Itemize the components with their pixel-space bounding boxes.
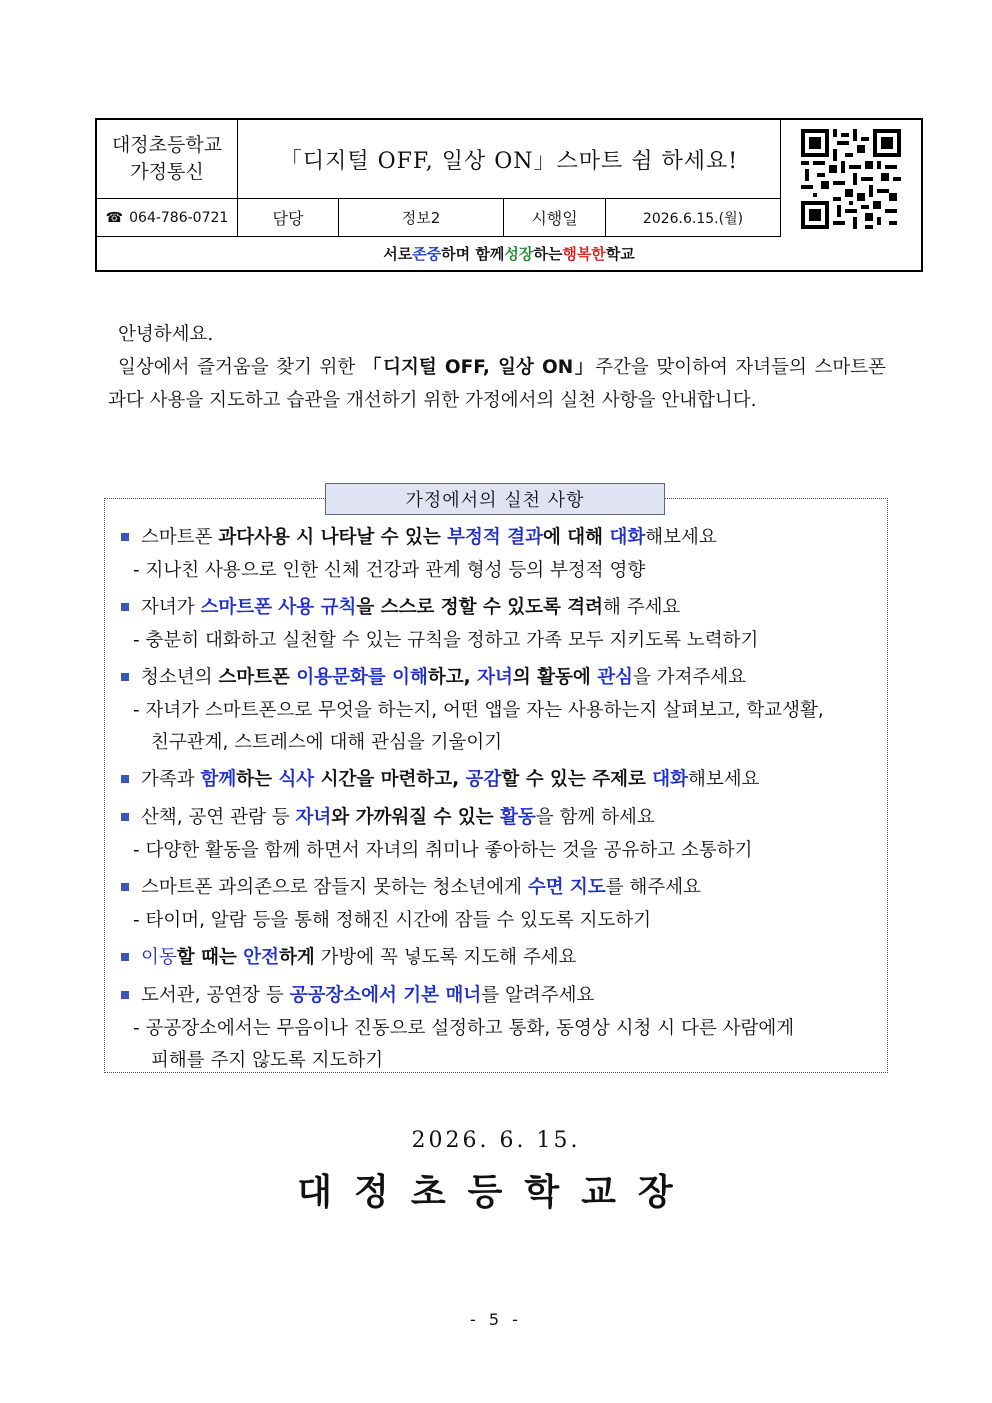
- school-name-cell: [97, 120, 238, 199]
- phone-cell: [97, 199, 238, 237]
- issue-date: 2026.6.15.(월): [606, 199, 781, 237]
- person-in-charge: 정보2: [339, 199, 504, 237]
- principal-signature: 대정초등학교장: [297, 1171, 695, 1213]
- signing-date: 2026. 6. 15.: [411, 1128, 581, 1153]
- list-item-detail: - 자녀가 스마트폰으로 무엇을 하는지, 어떤 앱을 자는 사용하는지 살펴보고, 학교생활,: [133, 700, 824, 721]
- motto-growth: 성장: [504, 245, 534, 263]
- list-item-detail: - 타이머, 알람 등을 통해 정해진 시간에 잠들 수 있도록 지도하기: [133, 910, 652, 931]
- newsletter-type: 가정통신: [130, 161, 204, 183]
- phone-icon: ☎: [105, 209, 124, 226]
- school-motto: [97, 237, 921, 270]
- motto-respect: 존중: [412, 245, 442, 263]
- list-item-detail: - 공공장소에서는 무음이나 진동으로 설정하고 통화, 동영상 시청 시 다른 사람에게: [133, 1018, 795, 1039]
- bullet-icon: [121, 813, 129, 821]
- date-label: 시행일: [504, 199, 606, 237]
- list-item: 자녀가 스마트폰 사용 규칙을 스스로 정할 수 있도록 격려해 주세요: [117, 591, 877, 625]
- practice-list: [117, 521, 877, 1081]
- motto-text: 하며 함께: [441, 245, 505, 263]
- campaign-name: 「디지털 OFF, 일상 ON」: [362, 357, 596, 378]
- intro-paragraph: [108, 351, 886, 417]
- intro-section: [108, 318, 886, 417]
- motto-happy: 행복한: [562, 245, 606, 263]
- bullet-icon: [121, 883, 129, 891]
- intro-text: 일상에서 즐거움을 찾기 위한: [118, 357, 363, 378]
- practice-box: [104, 490, 888, 1073]
- practice-box-title: 가정에서의 실천 사항: [325, 483, 665, 515]
- page-number: - 5 -: [470, 1310, 522, 1329]
- list-item: 가족과 함께하는 식사 시간을 마련하고, 공감할 수 있는 주제로 대화해보세요: [117, 763, 877, 797]
- intro-text: 주간을 맞이하여 자녀들의 스마트폰 과다 사용을 지도하고 습관을 개선하기 위한 가정에서의 실천 사항을 안내합니다.: [108, 357, 886, 411]
- list-item: 이동할 때는 안전하게 가방에 꼭 넣도록 지도해 주세요: [117, 941, 877, 975]
- list-item: 산책, 공연 관람 등 자녀와 가까워질 수 있는 활동을 함께 하세요: [117, 801, 877, 835]
- school-name: 대정초등학교: [111, 134, 223, 156]
- list-item: 스마트폰 과다사용 시 나타날 수 있는 부정적 결과에 대해 대화해보세요: [117, 521, 877, 555]
- qr-code-icon: [801, 129, 901, 229]
- motto-text: 서로: [383, 245, 413, 263]
- bullet-icon: [121, 533, 129, 541]
- greeting: 안녕하세요.: [118, 324, 214, 345]
- qr-code-cell: [781, 120, 921, 237]
- bullet-icon: [121, 991, 129, 999]
- header-table: [95, 118, 923, 272]
- list-item-detail: - 다양한 활동을 함께 하면서 자녀의 취미나 좋아하는 것을 공유하고 소통하기: [133, 840, 753, 861]
- list-item: 청소년의 스마트폰 이용문화를 이해하고, 자녀의 활동에 관심을 가져주세요: [117, 661, 877, 695]
- motto-text: 학교: [605, 245, 635, 263]
- list-item: 스마트폰 과의존으로 잠들지 못하는 청소년에게 수면 지도를 해주세요: [117, 871, 877, 905]
- list-item-detail-cont: 친구관계, 스트레스에 대해 관심을 기울이기: [151, 732, 503, 753]
- list-item: 도서관, 공연장 등 공공장소에서 기본 매너를 알려주세요: [117, 979, 877, 1013]
- list-item-detail: - 지나친 사용으로 인한 신체 건강과 관계 형성 등의 부정적 영향: [133, 560, 646, 581]
- phone-number: 064-786-0721: [129, 209, 229, 226]
- document-title: 「디지털 OFF, 일상 ON」스마트 쉼 하세요!: [238, 120, 781, 199]
- role-label: 담당: [238, 199, 339, 237]
- bullet-icon: [121, 603, 129, 611]
- list-item-detail-cont: 피해를 주지 않도록 지도하기: [151, 1050, 384, 1071]
- list-item-detail: - 충분히 대화하고 실천할 수 있는 규칙을 정하고 가족 모두 지키도록 노력하기: [133, 630, 759, 651]
- bullet-icon: [121, 673, 129, 681]
- bullet-icon: [121, 953, 129, 961]
- bullet-icon: [121, 775, 129, 783]
- motto-text: 하는: [533, 245, 563, 263]
